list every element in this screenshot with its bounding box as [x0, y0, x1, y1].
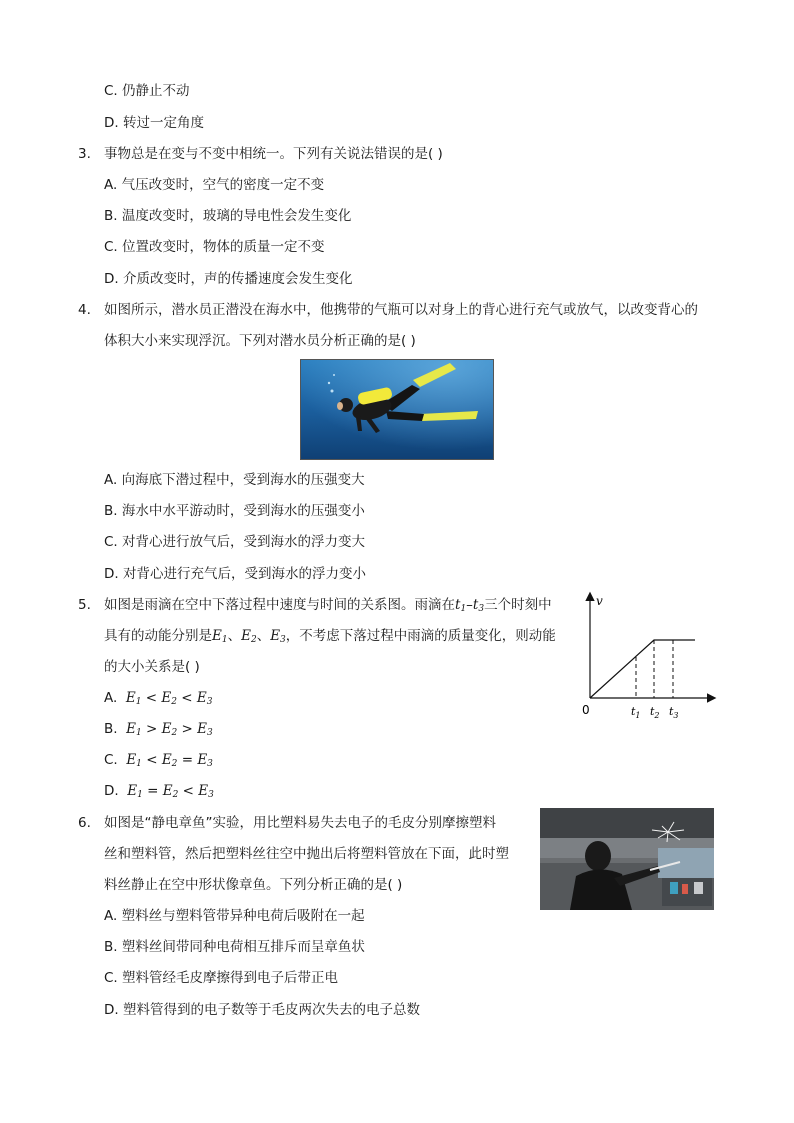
scuba-diver-image [300, 359, 494, 460]
q6-option-c: C. 塑料管经毛皮摩擦得到电子后带正电 [104, 970, 339, 986]
origin-label: 0 [582, 703, 590, 717]
q5-stem-line2: 具有的动能分别是$E_1$、$E_2$、$E_3$，不考虑下落过程中雨滴的质量变化，则动能 [104, 628, 556, 645]
q5-option-b: B. $E_1 > E_2 > E_3$ [104, 721, 213, 738]
q4-option-b: B. 海水中水平游动时，受到海水的压强变小 [104, 503, 365, 519]
q4-option-c: C. 对背心进行放气后，受到海水的浮力变大 [104, 534, 366, 550]
q6-option-a: A. 塑料丝与塑料管带异种电荷后吸附在一起 [104, 908, 365, 924]
q6-number: 6. [78, 815, 91, 831]
q4-number: 4. [78, 302, 91, 318]
q6-option-b: B. 塑料丝间带同种电荷相互排斥而呈章鱼状 [104, 939, 365, 955]
q2-option-d: D. 转过一定角度 [104, 115, 204, 131]
q6-stem-line2: 丝和塑料管，然后把塑料丝往空中抛出后将塑料管放在下面，此时塑 [104, 846, 509, 862]
q2-option-c: C. 仍静止不动 [104, 83, 190, 99]
q6-option-d: D. 塑料管得到的电子数等于毛皮两次失去的电子总数 [104, 1002, 420, 1018]
q5-number: 5. [78, 597, 91, 613]
t2-tick-label: $t_2$ [650, 705, 660, 720]
q4-option-a: A. 向海底下潜过程中，受到海水的压强变大 [104, 472, 365, 488]
q5-option-c: C. $E_1 < E_2 = E_3$ [104, 752, 213, 769]
q5-stem-line3: 的大小关系是( ) [104, 659, 200, 675]
q5-option-a: A. $E_1 < E_2 < E_3$ [104, 690, 213, 707]
q4-stem-line1: 如图所示，潜水员正潜没在海水中，他携带的气瓶可以对身上的背心进行充气或放气，以改变背心的 [104, 302, 698, 318]
q6-stem-line3: 料丝静止在空中形状像章鱼。下列分析正确的是( ) [104, 877, 403, 893]
q3-option-c: C. 位置改变时，物体的质量一定不变 [104, 239, 325, 255]
q6-stem-line1: 如图是“静电章鱼”实验，用比塑料易失去电子的毛皮分别摩擦塑料 [104, 815, 496, 831]
q3-option-d: D. 介质改变时，声的传播速度会发生变化 [104, 271, 353, 287]
t1-tick-label: $t_1$ [631, 705, 641, 720]
velocity-curve [590, 640, 695, 698]
t3-tick-label: $t_3$ [669, 705, 679, 720]
q5-stem-line1: 如图是雨滴在空中下落过程中速度与时间的关系图。雨滴在$t_1-t_3$三个时刻中 [104, 597, 552, 614]
q3-option-a: A. 气压改变时，空气的密度一定不变 [104, 177, 325, 193]
velocity-time-graph [574, 588, 724, 723]
q4-stem-line2: 体积大小来实现浮沉。下列对潜水员分析正确的是( ) [104, 333, 416, 349]
v-axis-label: v [596, 594, 603, 608]
q3-stem: 事物总是在变与不变中相统一。下列有关说法错误的是( ) [104, 146, 443, 162]
q3-number: 3. [78, 146, 91, 162]
q4-option-d: D. 对背心进行充气后，受到海水的浮力变小 [104, 566, 366, 582]
q5-option-d: D. $E_1 = E_2 < E_3$ [104, 783, 214, 800]
static-octopus-experiment-image [540, 808, 714, 910]
q3-option-b: B. 温度改变时，玻璃的导电性会发生变化 [104, 208, 352, 224]
